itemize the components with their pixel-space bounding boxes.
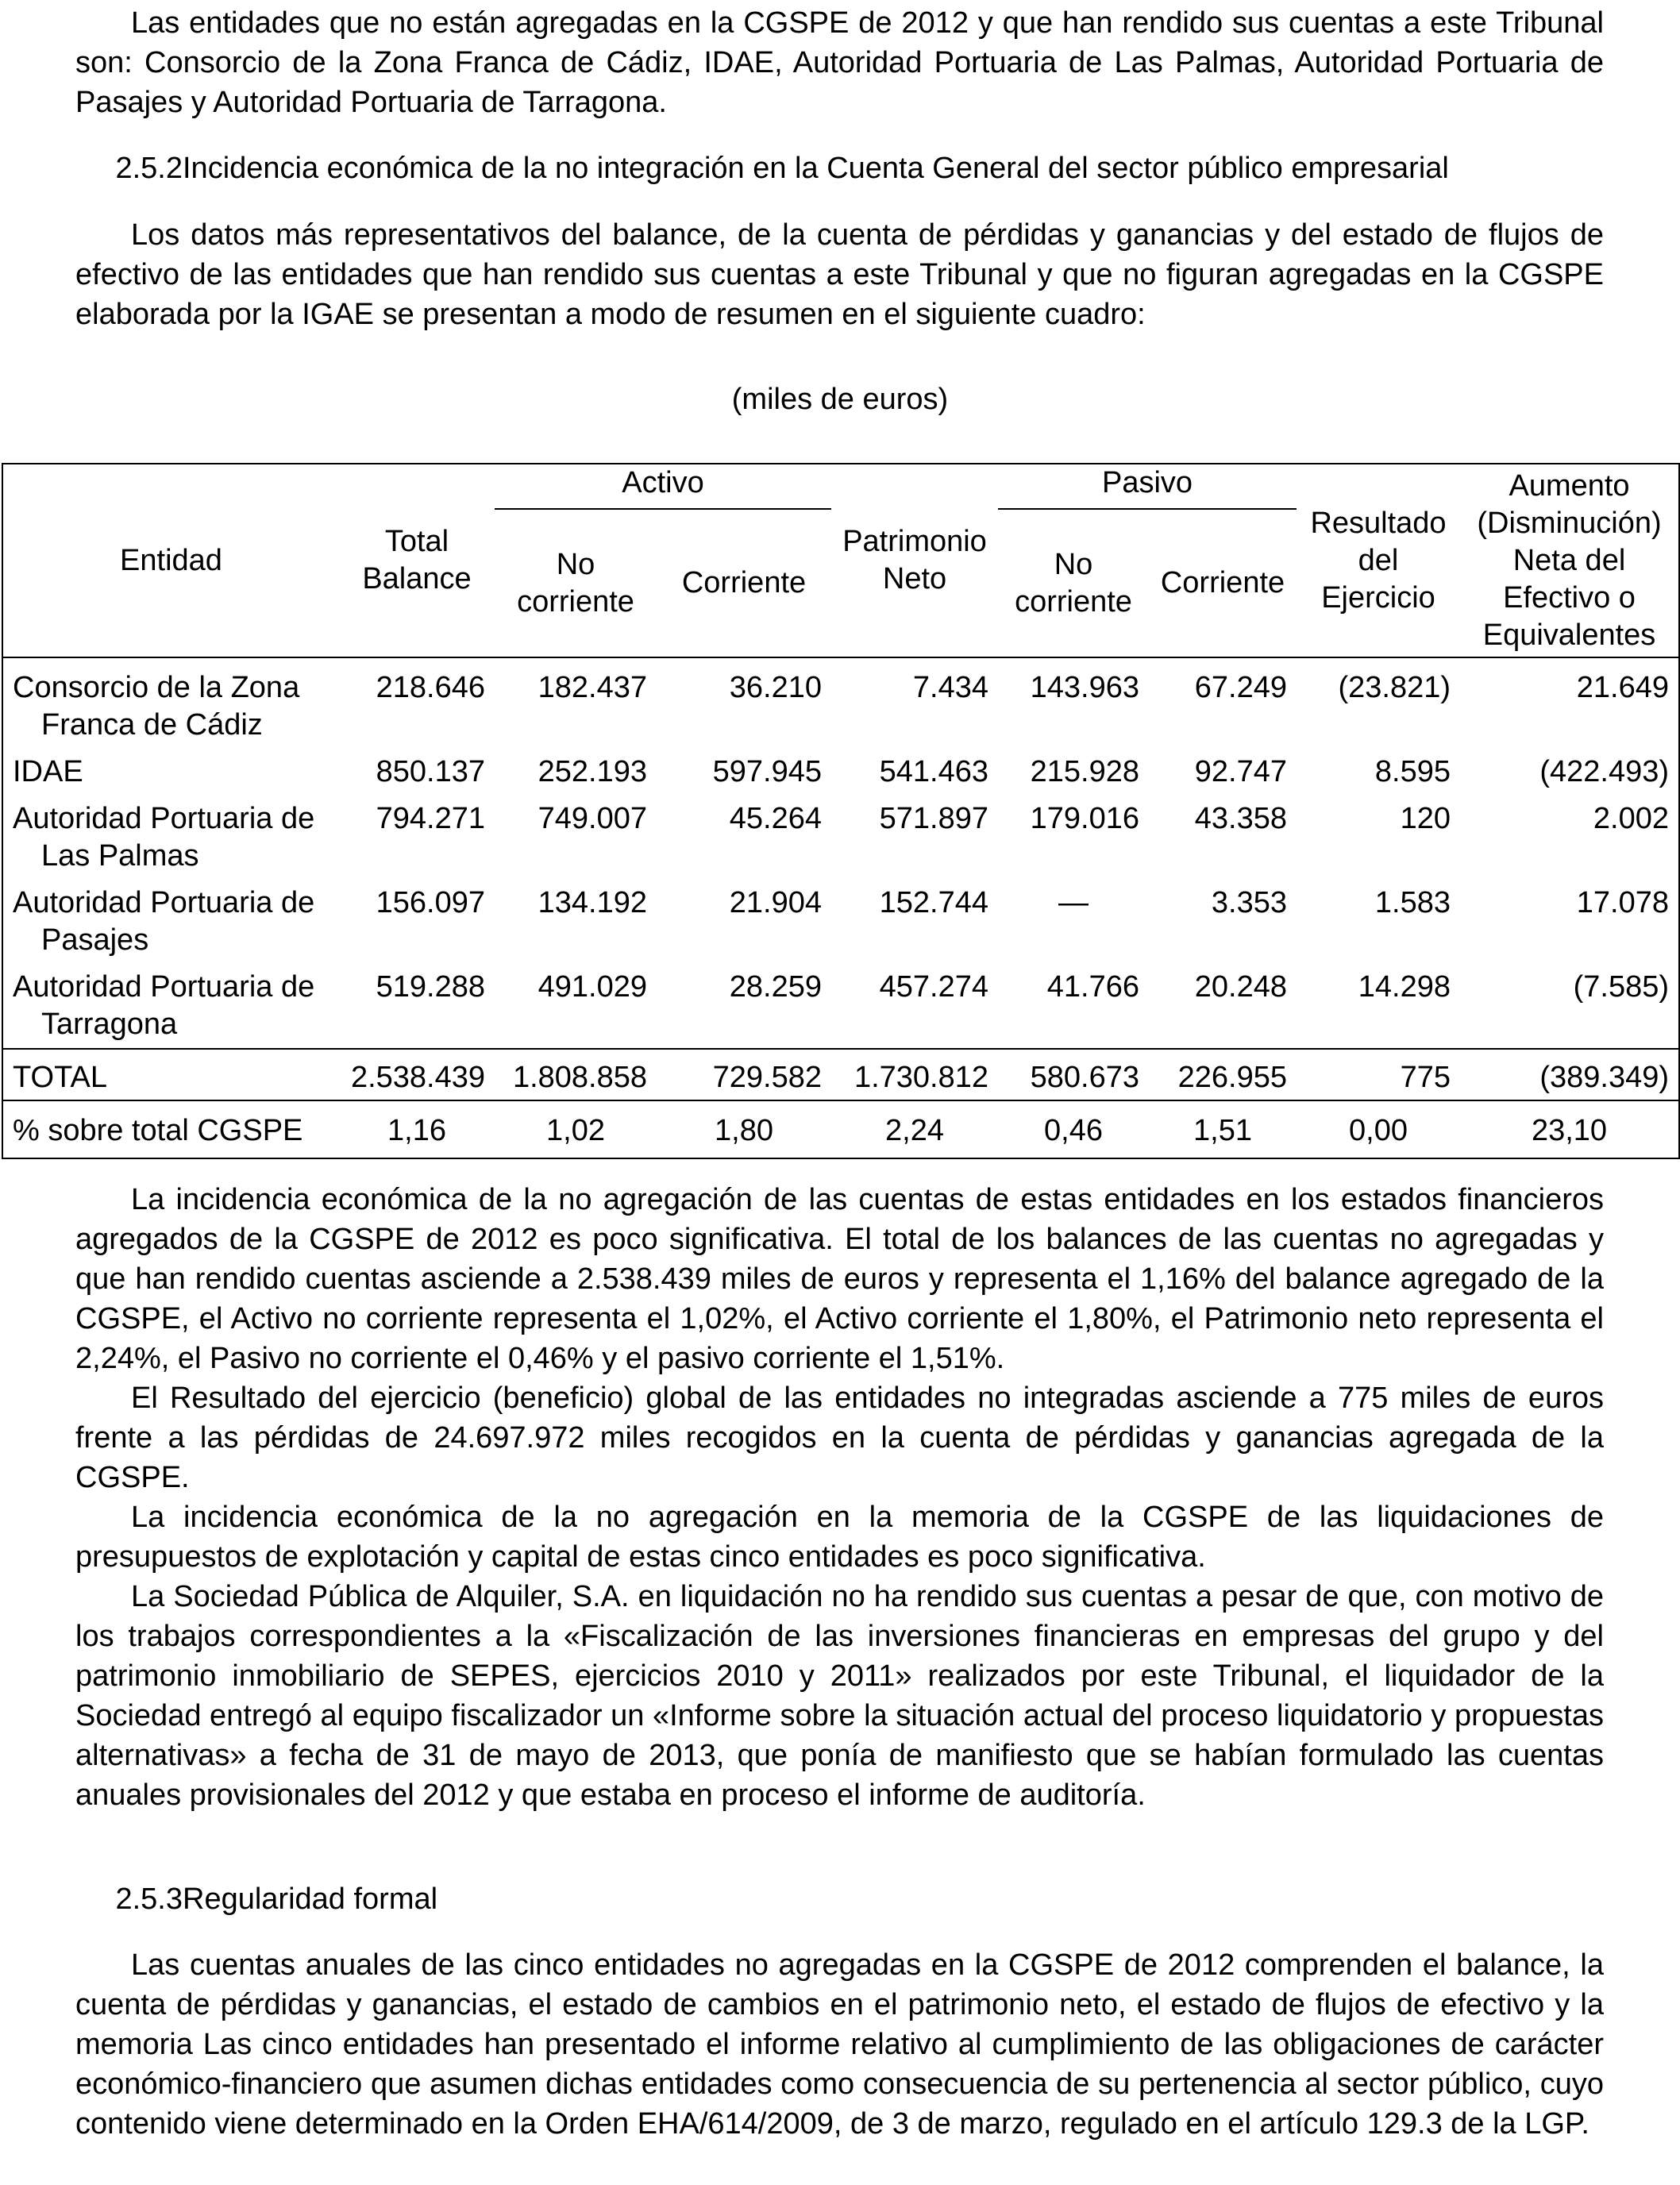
cell-activo-corriente: 21.904 (729, 886, 823, 919)
header-activo-corriente: Corriente (681, 566, 807, 599)
cell-pasivo-corriente: 3.353 (1211, 886, 1288, 919)
percent-pasivo-corriente: 1,51 (1149, 1100, 1297, 1158)
cell-pasivo-no-corriente: 215.928 (1030, 755, 1140, 788)
cell-activo-no-corriente: 491.029 (538, 970, 647, 1004)
total-pasivo-no-corriente: 580.673 (998, 1049, 1149, 1100)
section-number: 2.5.3 (115, 1882, 183, 1916)
cell-activo-no-corriente: 749.007 (538, 802, 647, 835)
header-pasivo-corriente: Corriente (1160, 566, 1285, 599)
percent-label: % sobre total CGSPE (2, 1100, 339, 1158)
table-percent-row (2, 1100, 1679, 1158)
intro-paragraph: Las entidades que no están agregadas en la CGSPE de 2012 y que han rendido sus cuentas a este Tribunal son: Consorcio de la Zona Franca de Cádiz, IDAE, Autoridad Portuaria de Las Palmas, Autoridad Portuaria de Pasajes y Autoridad Portuaria de Tarragona. (75, 6, 1604, 119)
table-total-row (2, 1049, 1679, 1100)
cell-pasivo-corriente: 43.358 (1194, 802, 1288, 835)
header-activo: Activo (495, 464, 831, 509)
cell-patrimonio-neto: 7.434 (912, 671, 989, 704)
cell-aumento: (422.493) (1539, 755, 1670, 788)
cell-pasivo-corriente: 67.249 (1194, 671, 1288, 704)
table-units: (miles de euros) (731, 383, 949, 416)
paragraph-regularidad: Las cuentas anuales de las cinco entidades no agregadas en la CGSPE de 2012 comprenden el balance, la cuenta de pérdidas y ganancias, el estado de cambios en el patrimonio neto, el estado de flujos de efectivo y la memoria Las cinco entidades han presentado el informe relativo al cumplimiento de las obligaciones de carácter económico-financiero que asumen dichas entidades como consecuencia de su pertenencia al sector público, cuyo contenido viene determinado en la Orden EHA/614/2009, de 3 de marzo, regulado en el artículo 129.3 de la LGP. (75, 1948, 1604, 2141)
header-patrimonio-neto: Patrimonio Neto (842, 525, 987, 595)
paragraph-datos: Los datos más representativos del balance, de la cuenta de pérdidas y ganancias y del estado de flujos de efectivo de las entidades que han rendido sus cuentas a este Tribunal y que no figuran agregadas en la CGSPE elaborada por la IGAE se presentan a modo de resumen en el siguiente cuadro: (75, 218, 1604, 331)
cell-pasivo-corriente: 92.747 (1194, 755, 1288, 788)
header-pasivo: Pasivo (998, 464, 1297, 509)
cell-total-balance: 218.646 (376, 671, 485, 704)
section-heading-2-5-2 (75, 148, 1449, 188)
cell-activo-corriente: 45.264 (729, 802, 823, 835)
table-row (2, 877, 1679, 961)
cell-patrimonio-neto: 541.463 (879, 755, 989, 788)
paragraph-incidencia: La incidencia económica de la no agregación de las cuentas de estas entidades en los estados financieros agregados de la CGSPE de 2012 es poco significativa. El total de los balances de las cuentas no agregadas y que han rendido cuentas asciende a 2.538.439 miles de euros y representa el 1,16% del balance agregado de la CGSPE, el Activo no corriente representa el 1,02%, el Activo corriente el 1,80%, el Patrimonio neto representa el 2,24%, el Pasivo no corriente el 0,46% y el pasivo corriente el 1,51%. (75, 1183, 1604, 1375)
total-total-balance: 2.538.439 (339, 1049, 495, 1100)
cell-aumento: (7.585) (1573, 970, 1670, 1004)
percent-total-balance: 1,16 (339, 1100, 495, 1158)
total-activo-no-corriente: 1.808.858 (495, 1049, 657, 1100)
summary-table (2, 463, 1680, 1159)
cell-activo-corriente: 597.945 (712, 755, 823, 788)
paragraph-sociedad-alquiler: La Sociedad Pública de Alquiler, S.A. en liquidación no ha rendido sus cuentas a pesar de que, con motivo de los trabajos correspondientes a la «Fiscalización de las inversiones financieras en empresas del grupo y del patrimonio inmobiliario de SEPES, ejercicios 2010 y 2011» realizados por este Tribunal, el liquidador de la Sociedad entregó al equipo fiscalizador un «Informe sobre la situación actual del proceso liquidatorio y propuestas alternativas» a fecha de 31 de mayo de 2013, que ponía de manifiesto que se habían formulado las cuentas anuales provisionales del 2012 y que estaba en proceso el informe de auditoría. (75, 1580, 1604, 1812)
cell-aumento: 21.649 (1576, 671, 1670, 704)
cell-total-balance: 850.137 (376, 755, 485, 788)
percent-activo-corriente: 1,80 (657, 1100, 831, 1158)
percent-patrimonio-neto: 2,24 (831, 1100, 998, 1158)
table-row (2, 657, 1679, 746)
entity-name: Consorcio de la Zona Franca de Cádiz (13, 671, 300, 742)
table-row (2, 792, 1679, 877)
cell-resultado: (23.821) (1338, 671, 1451, 704)
total-label: TOTAL (2, 1049, 339, 1100)
percent-resultado: 0,00 (1297, 1100, 1460, 1158)
cell-activo-no-corriente: 182.437 (538, 671, 647, 704)
entity-name: Autoridad Portuaria de Tarragona (13, 970, 315, 1041)
cell-resultado: 1.583 (1374, 886, 1451, 919)
header-aumento: Aumento (Disminución) Neta del Efectivo o Equivalentes (1477, 468, 1662, 652)
cell-activo-corriente: 28.259 (729, 970, 823, 1004)
total-activo-corriente: 729.582 (657, 1049, 831, 1100)
header-pasivo-no-corriente: No corriente (1015, 547, 1132, 619)
header-total-balance: Total Balance (362, 525, 472, 595)
section-title: Incidencia económica de la no integración en la Cuenta General del sector público empresarial (183, 152, 1449, 185)
cell-pasivo-no-corriente: 41.766 (1046, 970, 1140, 1004)
paragraph-memoria: La incidencia económica de la no agregación en la memoria de la CGSPE de las liquidaciones de presupuestos de explotación y capital de estas cinco entidades es poco significativa. (75, 1501, 1604, 1574)
table-row (2, 746, 1679, 792)
total-pasivo-corriente: 226.955 (1149, 1049, 1297, 1100)
header-activo-no-corriente: No corriente (517, 547, 634, 619)
cell-total-balance: 519.288 (376, 970, 485, 1004)
cell-patrimonio-neto: 152.744 (879, 886, 989, 919)
cell-aumento: 2.002 (1593, 802, 1670, 835)
cell-activo-no-corriente: 252.193 (538, 755, 647, 788)
cell-pasivo-no-corriente: 143.963 (1030, 671, 1140, 704)
percent-pasivo-no-corriente: 0,46 (998, 1100, 1149, 1158)
section-number: 2.5.2 (115, 152, 183, 185)
cell-activo-corriente: 36.210 (729, 671, 823, 704)
percent-aumento: 23,10 (1460, 1100, 1679, 1158)
entity-name: Autoridad Portuaria de Pasajes (13, 886, 315, 957)
cell-pasivo-no-corriente: — (1058, 886, 1089, 919)
table-row (2, 961, 1679, 1049)
cell-total-balance: 794.271 (376, 802, 485, 835)
cell-pasivo-no-corriente: 179.016 (1030, 802, 1140, 835)
paragraphs-after-table (75, 1180, 1604, 1815)
cell-patrimonio-neto: 571.897 (879, 802, 989, 835)
entity-name: Autoridad Portuaria de Las Palmas (13, 802, 315, 873)
cell-total-balance: 156.097 (376, 886, 485, 919)
entity-name: IDAE (13, 755, 83, 788)
cell-pasivo-corriente: 20.248 (1194, 970, 1288, 1004)
paragraph-resultado: El Resultado del ejercicio (beneficio) global de las entidades no integradas asciende a 775 miles de euros frente a las pérdidas de 24.697.972 miles recogidos en la cuenta de pérdidas y ganancias agregada de la CGSPE. (75, 1382, 1604, 1494)
section-heading-2-5-3 (75, 1879, 437, 1919)
header-entidad: Entidad (120, 543, 222, 577)
total-patrimonio-neto: 1.730.812 (831, 1049, 998, 1100)
cell-resultado: 14.298 (1358, 970, 1451, 1004)
total-resultado: 775 (1297, 1049, 1460, 1100)
cell-resultado: 8.595 (1374, 755, 1451, 788)
total-aumento: (389.349) (1460, 1049, 1679, 1100)
percent-activo-no-corriente: 1,02 (495, 1100, 657, 1158)
cell-activo-no-corriente: 134.192 (538, 886, 647, 919)
section-title: Regularidad formal (183, 1882, 438, 1916)
cell-resultado: 120 (1400, 802, 1451, 835)
cell-patrimonio-neto: 457.274 (879, 970, 989, 1004)
header-resultado: Resultado del Ejercicio (1310, 506, 1447, 615)
cell-aumento: 17.078 (1576, 886, 1670, 919)
